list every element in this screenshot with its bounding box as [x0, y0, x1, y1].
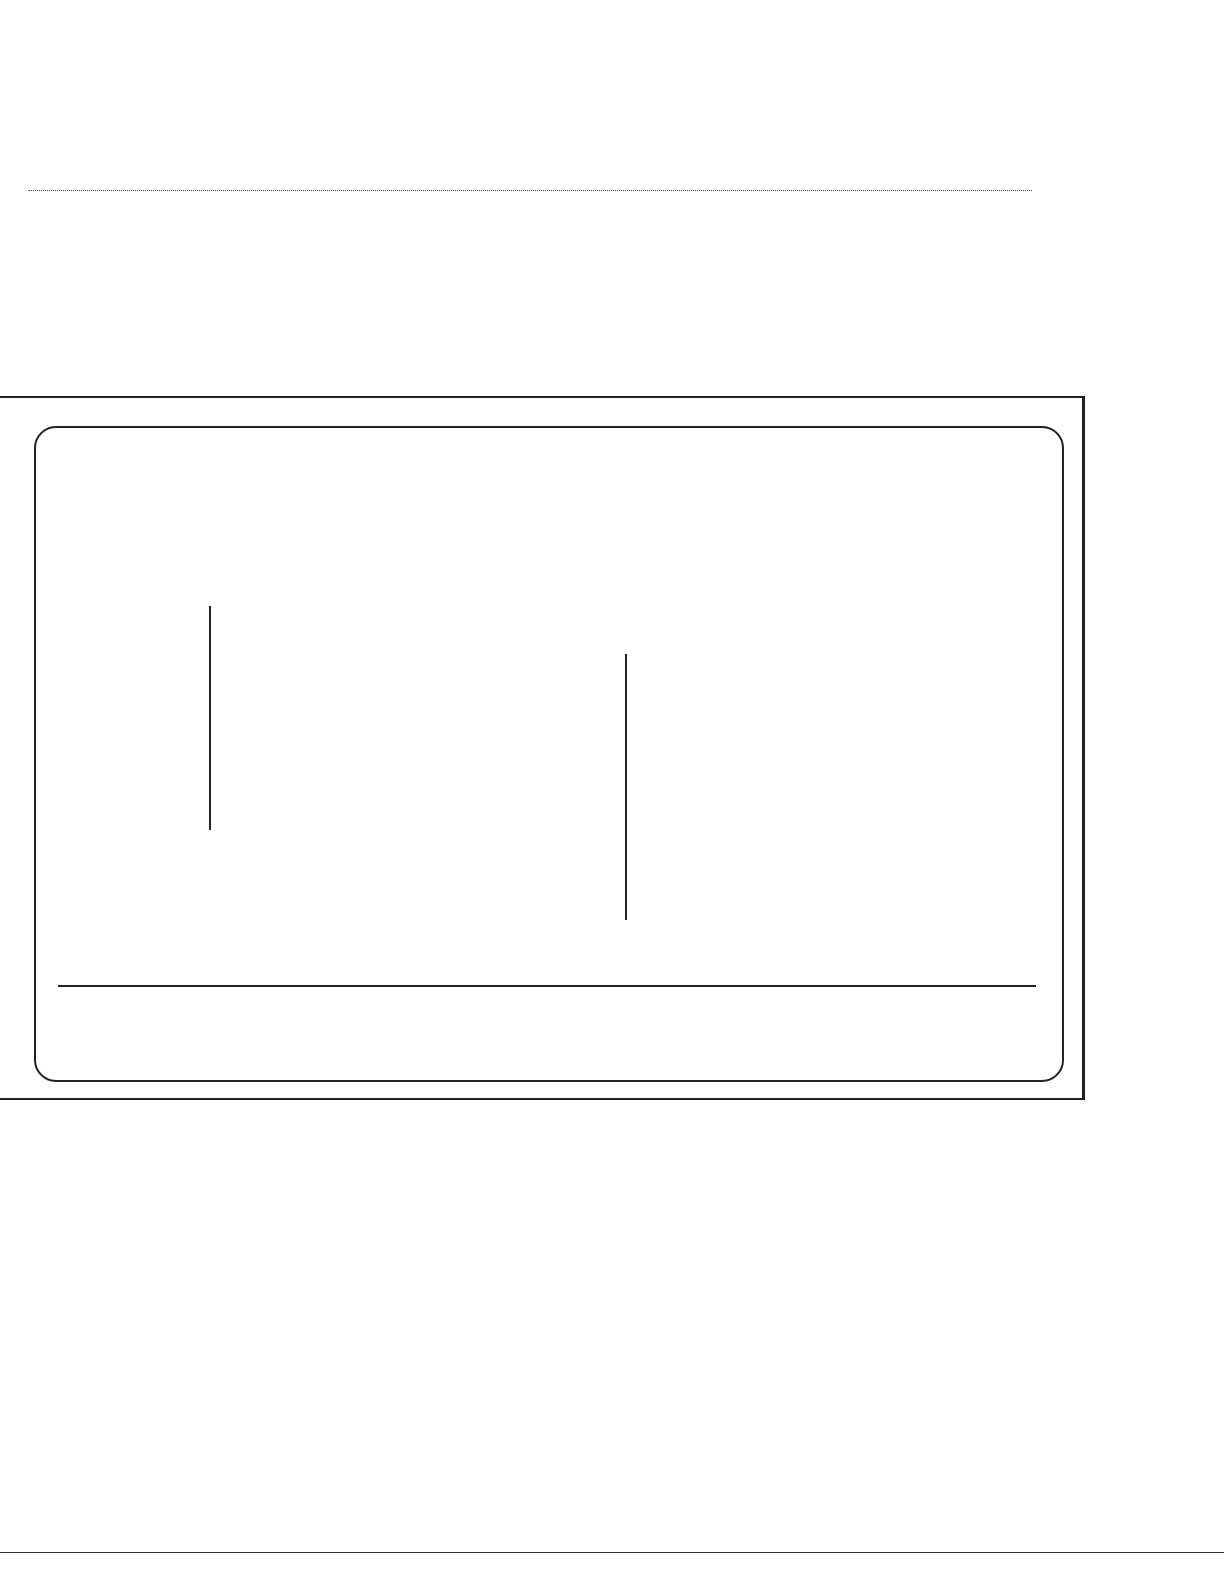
footer-rule: [0, 1552, 1224, 1553]
screen-bottom-rule: [58, 985, 1036, 987]
terminal-screen: [34, 426, 1064, 1082]
menu-divider: [209, 606, 211, 830]
title-divider: [28, 190, 1032, 191]
ccu-divider: [625, 654, 627, 920]
